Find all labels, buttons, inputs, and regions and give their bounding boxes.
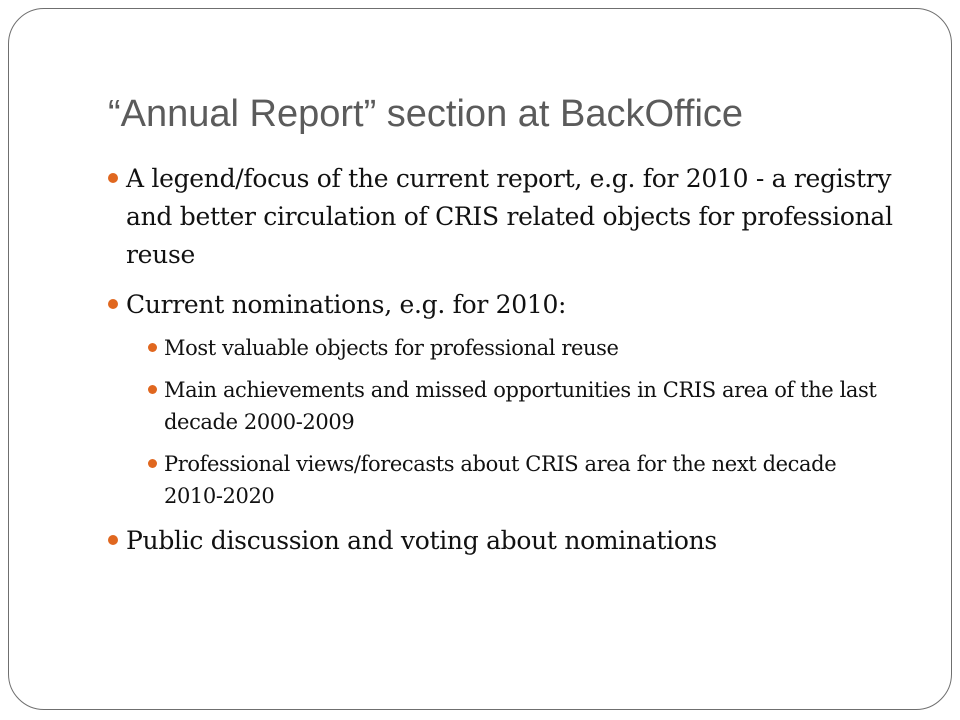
- bullet-text: A legend/focus of the current report, e.g. for 2010 - a registry and better circulation of CRIS related objects for professional reuse: [126, 164, 893, 269]
- bullet-list: [108, 160, 898, 572]
- bullet-dot-icon: [148, 459, 157, 468]
- bullet-dot-icon: [108, 173, 118, 183]
- bullet-item: [108, 286, 898, 324]
- sub-bullet-text: Main achievements and missed opportunities in CRIS area of the last decade 2000-2009: [164, 378, 877, 434]
- bullet-dot-icon: [108, 299, 118, 309]
- sub-bullet-item: [108, 448, 898, 512]
- slide-title: “Annual Report” section at BackOffice: [108, 93, 744, 135]
- bullet-dot-icon: [148, 385, 157, 394]
- bullet-item: [108, 160, 898, 274]
- bullet-dot-icon: [108, 535, 118, 545]
- bullet-text: Current nominations, e.g. for 2010:: [126, 290, 567, 319]
- sub-bullet-text: Professional views/forecasts about CRIS area for the next decade 2010-2020: [164, 452, 837, 508]
- sub-bullet-text: Most valuable objects for professional reuse: [164, 336, 619, 360]
- sub-bullet-list: [108, 332, 898, 512]
- sub-bullet-item: [108, 332, 898, 364]
- bullet-text: Public discussion and voting about nominations: [126, 526, 717, 555]
- sub-bullet-item: [108, 374, 898, 438]
- bullet-dot-icon: [148, 343, 157, 352]
- bullet-item: [108, 522, 898, 560]
